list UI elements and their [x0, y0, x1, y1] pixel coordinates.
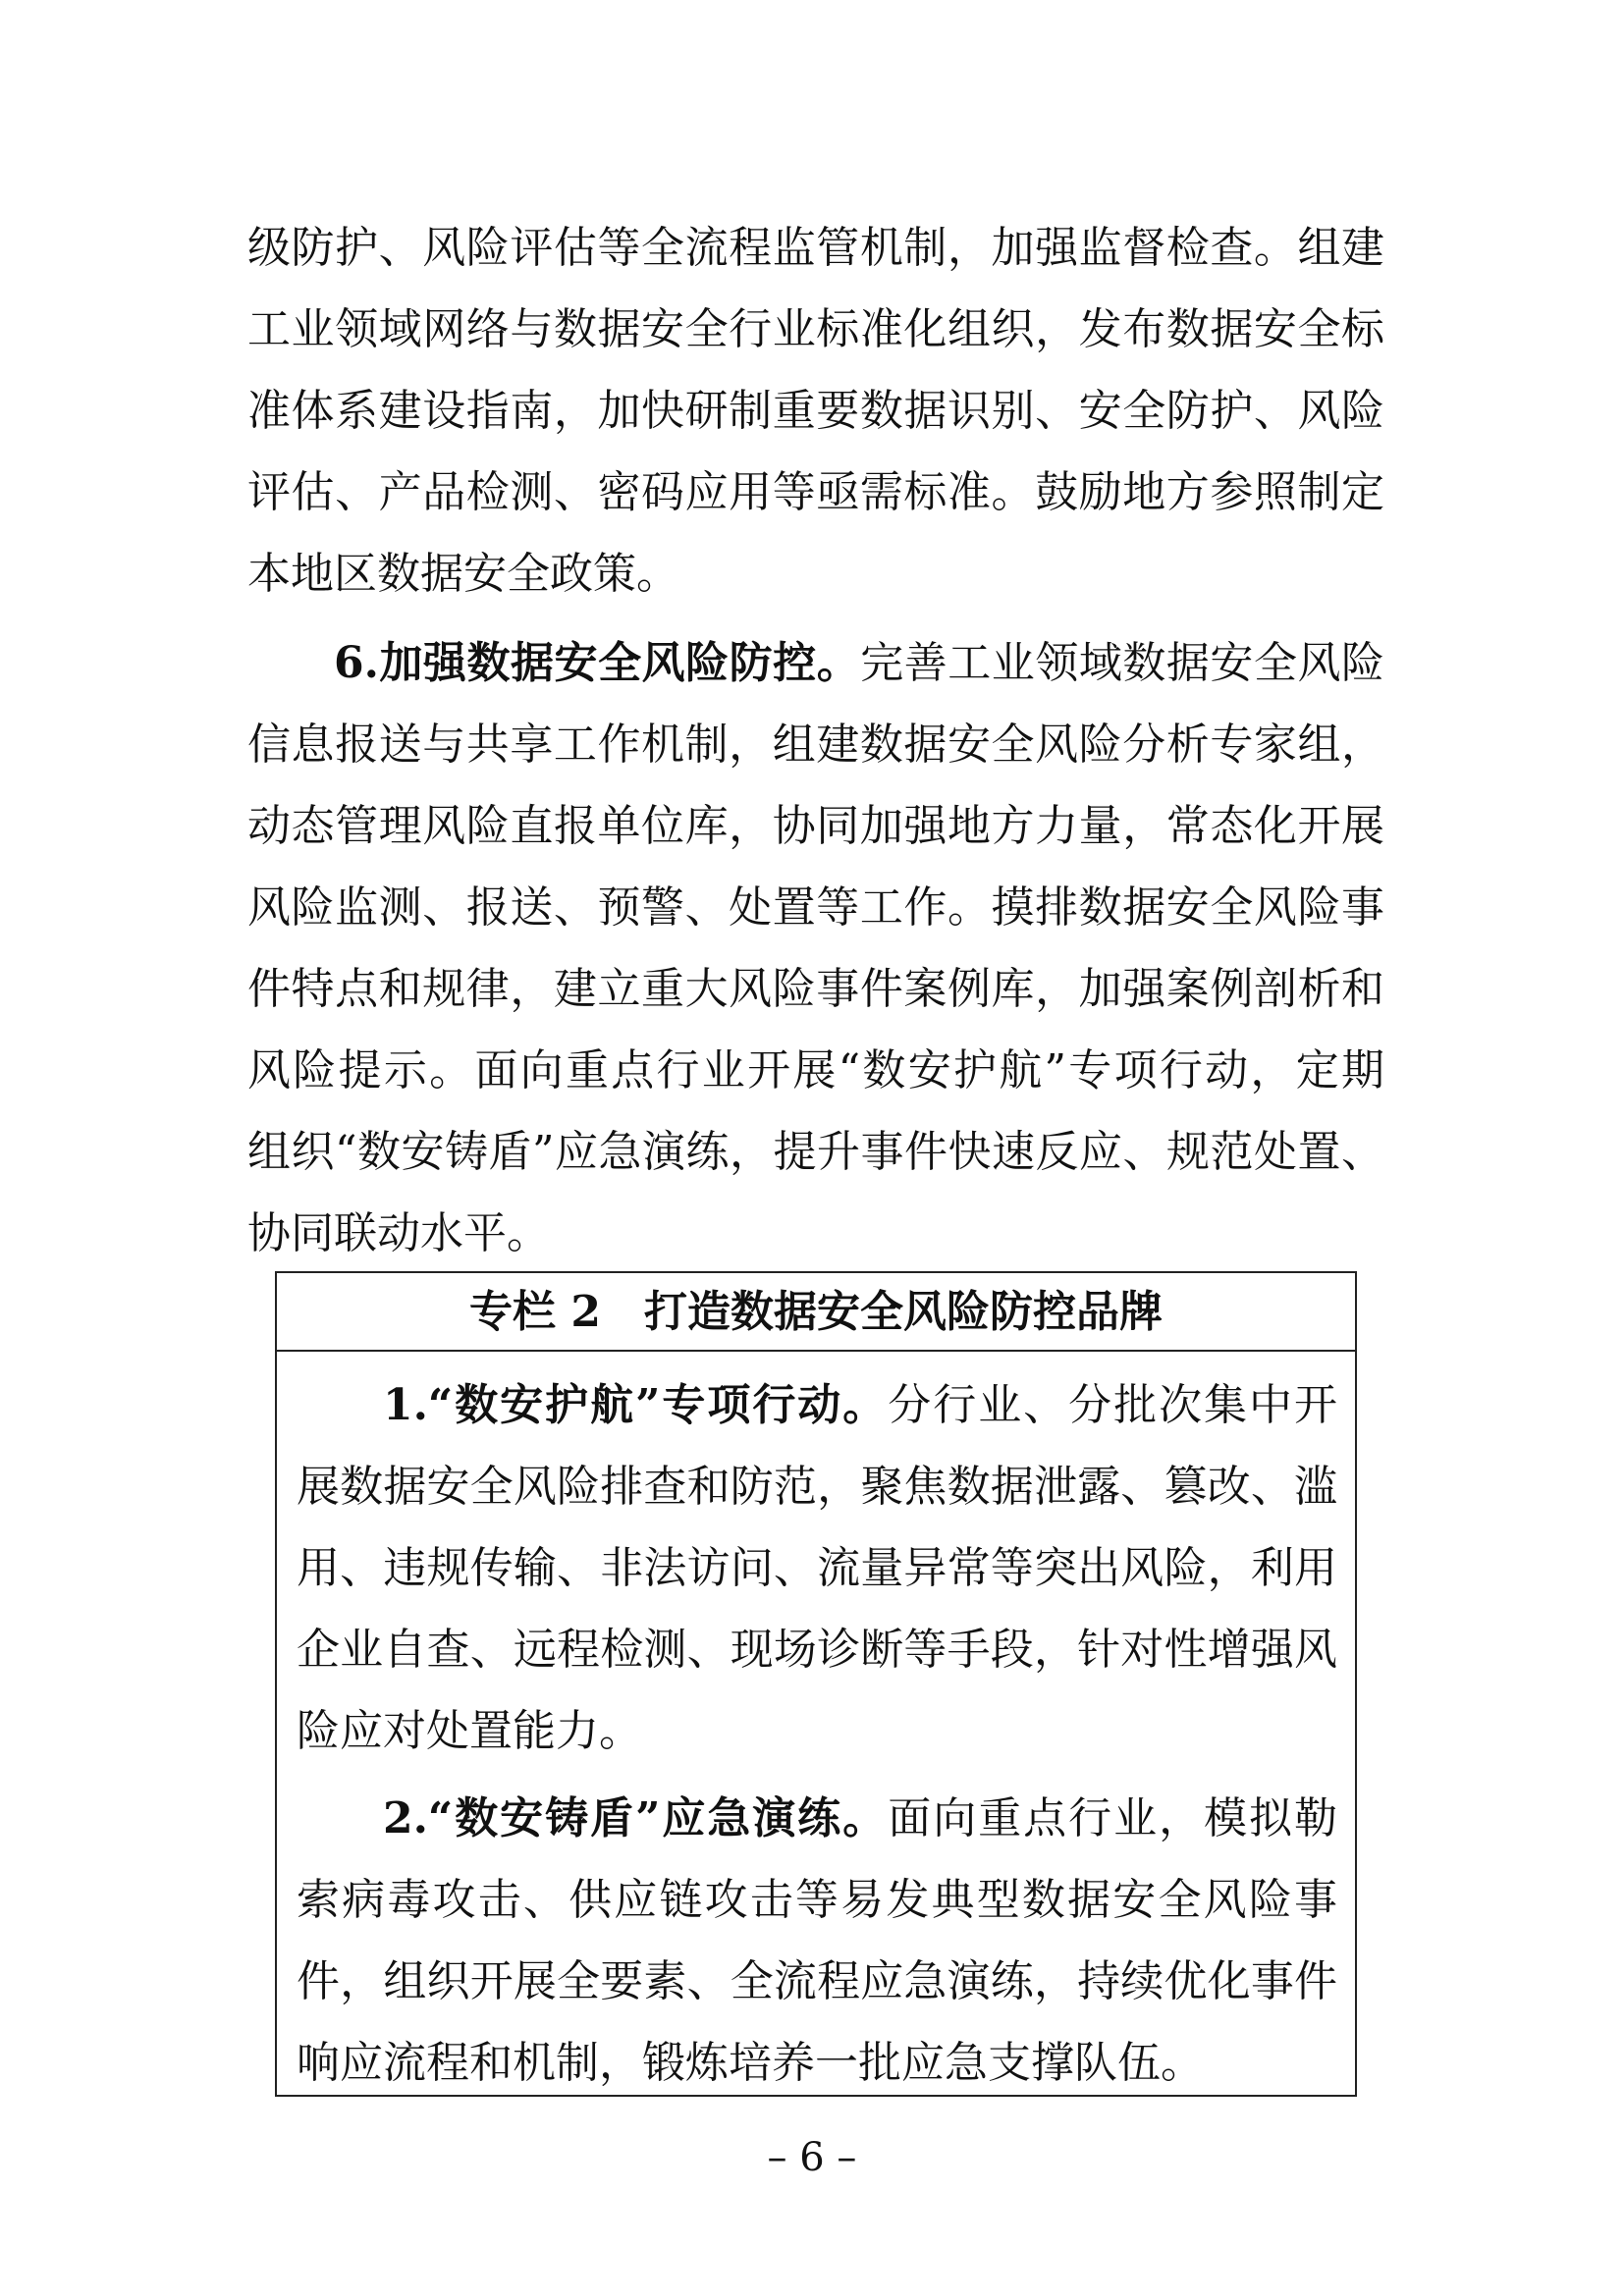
box-item-2-first-line [383, 1785, 1337, 1853]
box-title: 专栏 2 打造数据安全风险防控品牌 [469, 1287, 1163, 1337]
paragraph-line: 本地区数据安全政策。 [247, 549, 679, 599]
paragraph-line: 准体系建设指南，加快研制重要数据识别、安全防护、风险 [247, 386, 1384, 436]
paragraph-line: 工业领域网络与数据安全行业标准化组织，发布数据安全标 [247, 304, 1384, 354]
feature-box [275, 1271, 1357, 2097]
box-line: 险应对处置能力。 [297, 1706, 642, 1756]
box-line: 索病毒攻击、供应链攻击等易发典型数据安全风险事 [297, 1875, 1337, 1925]
paragraph-line: 信息报送与共享工作机制，组建数据安全风险分析专家组， [247, 720, 1384, 770]
paragraph-line: 评估、产品检测、密码应用等亟需标准。鼓励地方参照制定 [247, 467, 1384, 517]
paragraph-line: 件特点和规律，建立重大风险事件案例库，加强案例剖析和 [247, 964, 1384, 1014]
paragraph-line: 组织“数安铸盾”应急演练，提升事件快速反应、规范处置、 [247, 1127, 1384, 1177]
box-title-row [277, 1273, 1355, 1352]
box-item-1-first-line-text: 分行业、分批次集中开 [888, 1380, 1337, 1430]
section-6-first-line [334, 629, 1384, 698]
box-item-2-first-line-text: 面向重点行业，模拟勒 [888, 1793, 1337, 1843]
section-6-first-line-text: 完善工业领域数据安全风险 [860, 638, 1384, 688]
box-item-1-heading: 1.“数安护航”专项行动。 [383, 1380, 889, 1430]
section-6-heading: 6.加强数据安全风险防控。 [334, 638, 861, 688]
box-line: 用、违规传输、非法访问、流量异常等突出风险，利用 [297, 1543, 1337, 1593]
box-line: 企业自查、远程检测、现场诊断等手段，针对性增强风 [297, 1625, 1337, 1675]
paragraph-line: 级防护、风险评估等全流程监管机制，加强监督检查。组建 [247, 223, 1384, 273]
box-line: 展数据安全风险排查和防范，聚焦数据泄露、篡改、滥 [297, 1462, 1337, 1512]
box-item-1-first-line [383, 1371, 1337, 1440]
box-line: 件，组织开展全要素、全流程应急演练，持续优化事件 [297, 1956, 1337, 2006]
paragraph-line: 动态管理风险直报单位库，协同加强地方力量，常态化开展 [247, 801, 1384, 851]
paragraph-line: 风险提示。面向重点行业开展“数安护航”专项行动，定期 [247, 1045, 1384, 1095]
box-line: 响应流程和机制，锻炼培养一批应急支撑队伍。 [297, 2038, 1204, 2088]
box-item-2-heading: 2.“数安铸盾”应急演练。 [383, 1793, 889, 1843]
paragraph-line: 协同联动水平。 [247, 1208, 550, 1258]
page-number: – 6 – [767, 2135, 857, 2180]
paragraph-line: 风险监测、报送、预警、处置等工作。摸排数据安全风险事 [247, 882, 1384, 933]
